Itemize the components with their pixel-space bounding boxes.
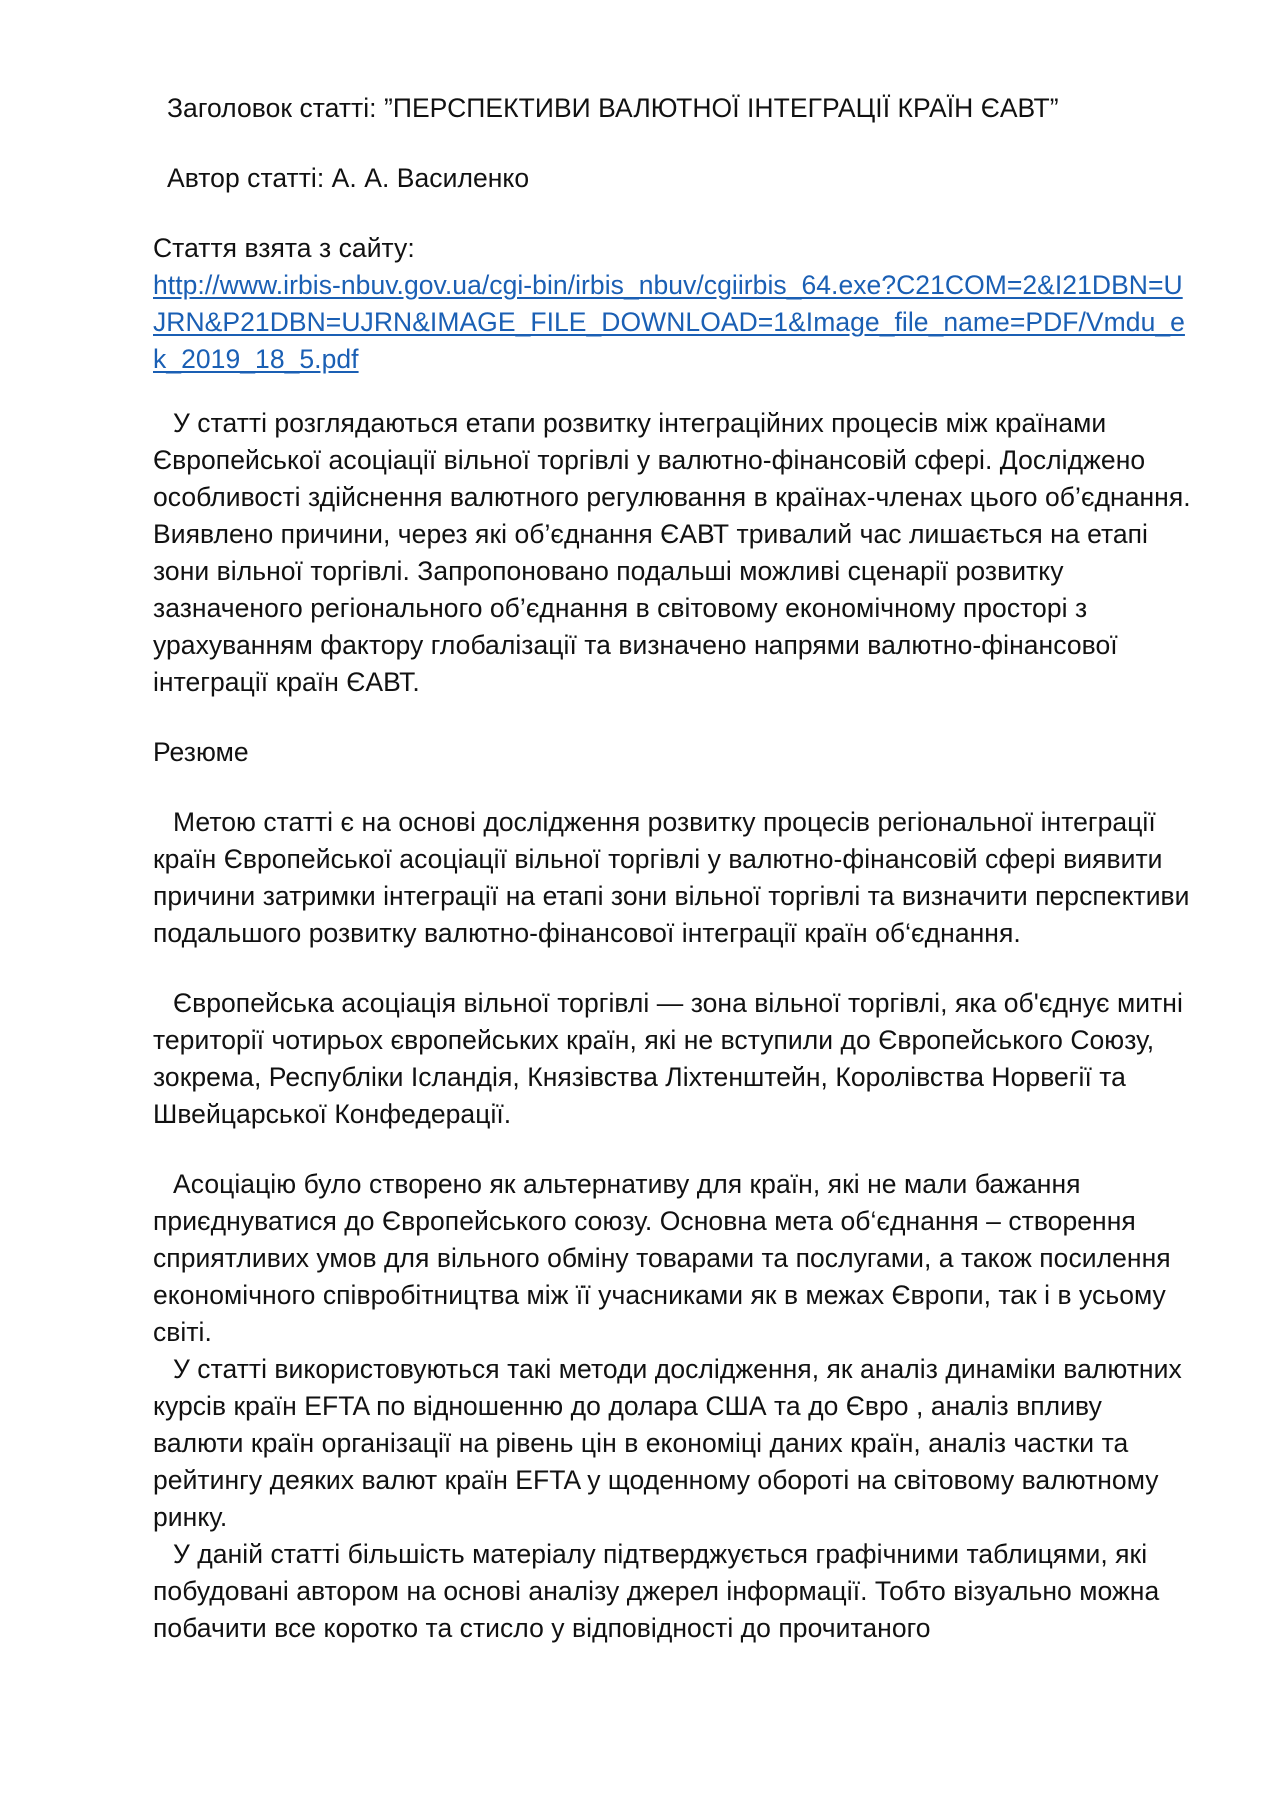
article-title-line: Заголовок статті: ”ПЕРСПЕКТИВИ ВАЛЮТНОЇ ІНТЕГРАЦІЇ КРАЇН ЄАВТ” (167, 93, 1059, 123)
source-block (153, 230, 1198, 378)
article-author-line: Автор статті: А. А. Василенко (167, 163, 530, 193)
source-label: Стаття взята з сайту: (153, 233, 415, 263)
abstract-paragraph: У статті розглядаються етапи розвитку інтеграційних процесів між країнами Європейської асоціації вільної торгівлі у валютно-фінансовій сфері. Досліджено особливості здійснення валютного регулювання в країнах-членах цього об’єднання. Виявлено причини, через які об’єднання ЄАВТ тривалий час лишається на етапі зони вільної торгівлі. Запропоновано подальші можливі сценарії розвитку зазначеного регіонального об’єднання в світовому економічному просторі з урахуванням фактору глобалізації та визначено напрями валютно-фінансової інтеграції країн ЄАВТ. (153, 408, 1191, 697)
summary-paragraph-efta: Європейська асоціація вільної торгівлі — зона вільної торгівлі, яка об'єднує митні території чотирьох європейських країн, які не вступили до Європейського Союзу, зокрема, Республіки Ісландія, Князівства Ліхтенштейн, Королівства Норвегії та Швейцарської Конфедерації. (153, 988, 1183, 1129)
summary-heading: Резюме (153, 737, 249, 767)
document-body (153, 90, 1198, 1647)
summary-paragraph-association: Асоціацію було створено як альтернативу для країн, які не мали бажання приєднуватися до Європейського союзу. Основна мета об‘єднання – створення сприятливих умов для вільного обміну товарами та послугами, а також посилення економічного співробітництва між її учасниками як в межах Європи, так і в усьому світі. (153, 1169, 1171, 1347)
summary-paragraph-methods: У статті використовуються такі методи дослідження, як аналіз динаміки валютних курсів країн EFTA по відношенню до долара США та до Євро , аналіз впливу валюти країн організації на рівень цін в економіці даних країн, аналіз частки та рейтингу деяких валют країн EFTA у щоденному обороті на світовому валютному ринку. (153, 1354, 1182, 1532)
summary-paragraph-materials: У даній статті більшість матеріалу підтверджується графічними таблицями, які побудовані автором на основі аналізу джерел інформації. Тобто візуально можна побачити все коротко та стисло у відповідності до прочитаного (153, 1539, 1160, 1643)
source-link[interactable]: http://www.irbis-nbuv.gov.ua/cgi-bin/irbis_nbuv/cgiirbis_64.exe?C21COM=2&I21DBN=UJRN&P21DBN=UJRN&IMAGE_FILE_DOWNLOAD=1&Image_file_name=PDF/Vmdu_ek_2019_18_5.pdf (153, 270, 1185, 374)
summary-paragraph-goal: Метою статті є на основі дослідження розвитку процесів регіональної інтеграції країн Європейської асоціації вільної торгівлі у валютно-фінансовій сфері виявити причини затримки інтеграції на етапі зони вільної торгівлі та визначити перспективи подальшого розвитку валютно-фінансової інтеграції країн об‘єднання. (153, 807, 1190, 948)
